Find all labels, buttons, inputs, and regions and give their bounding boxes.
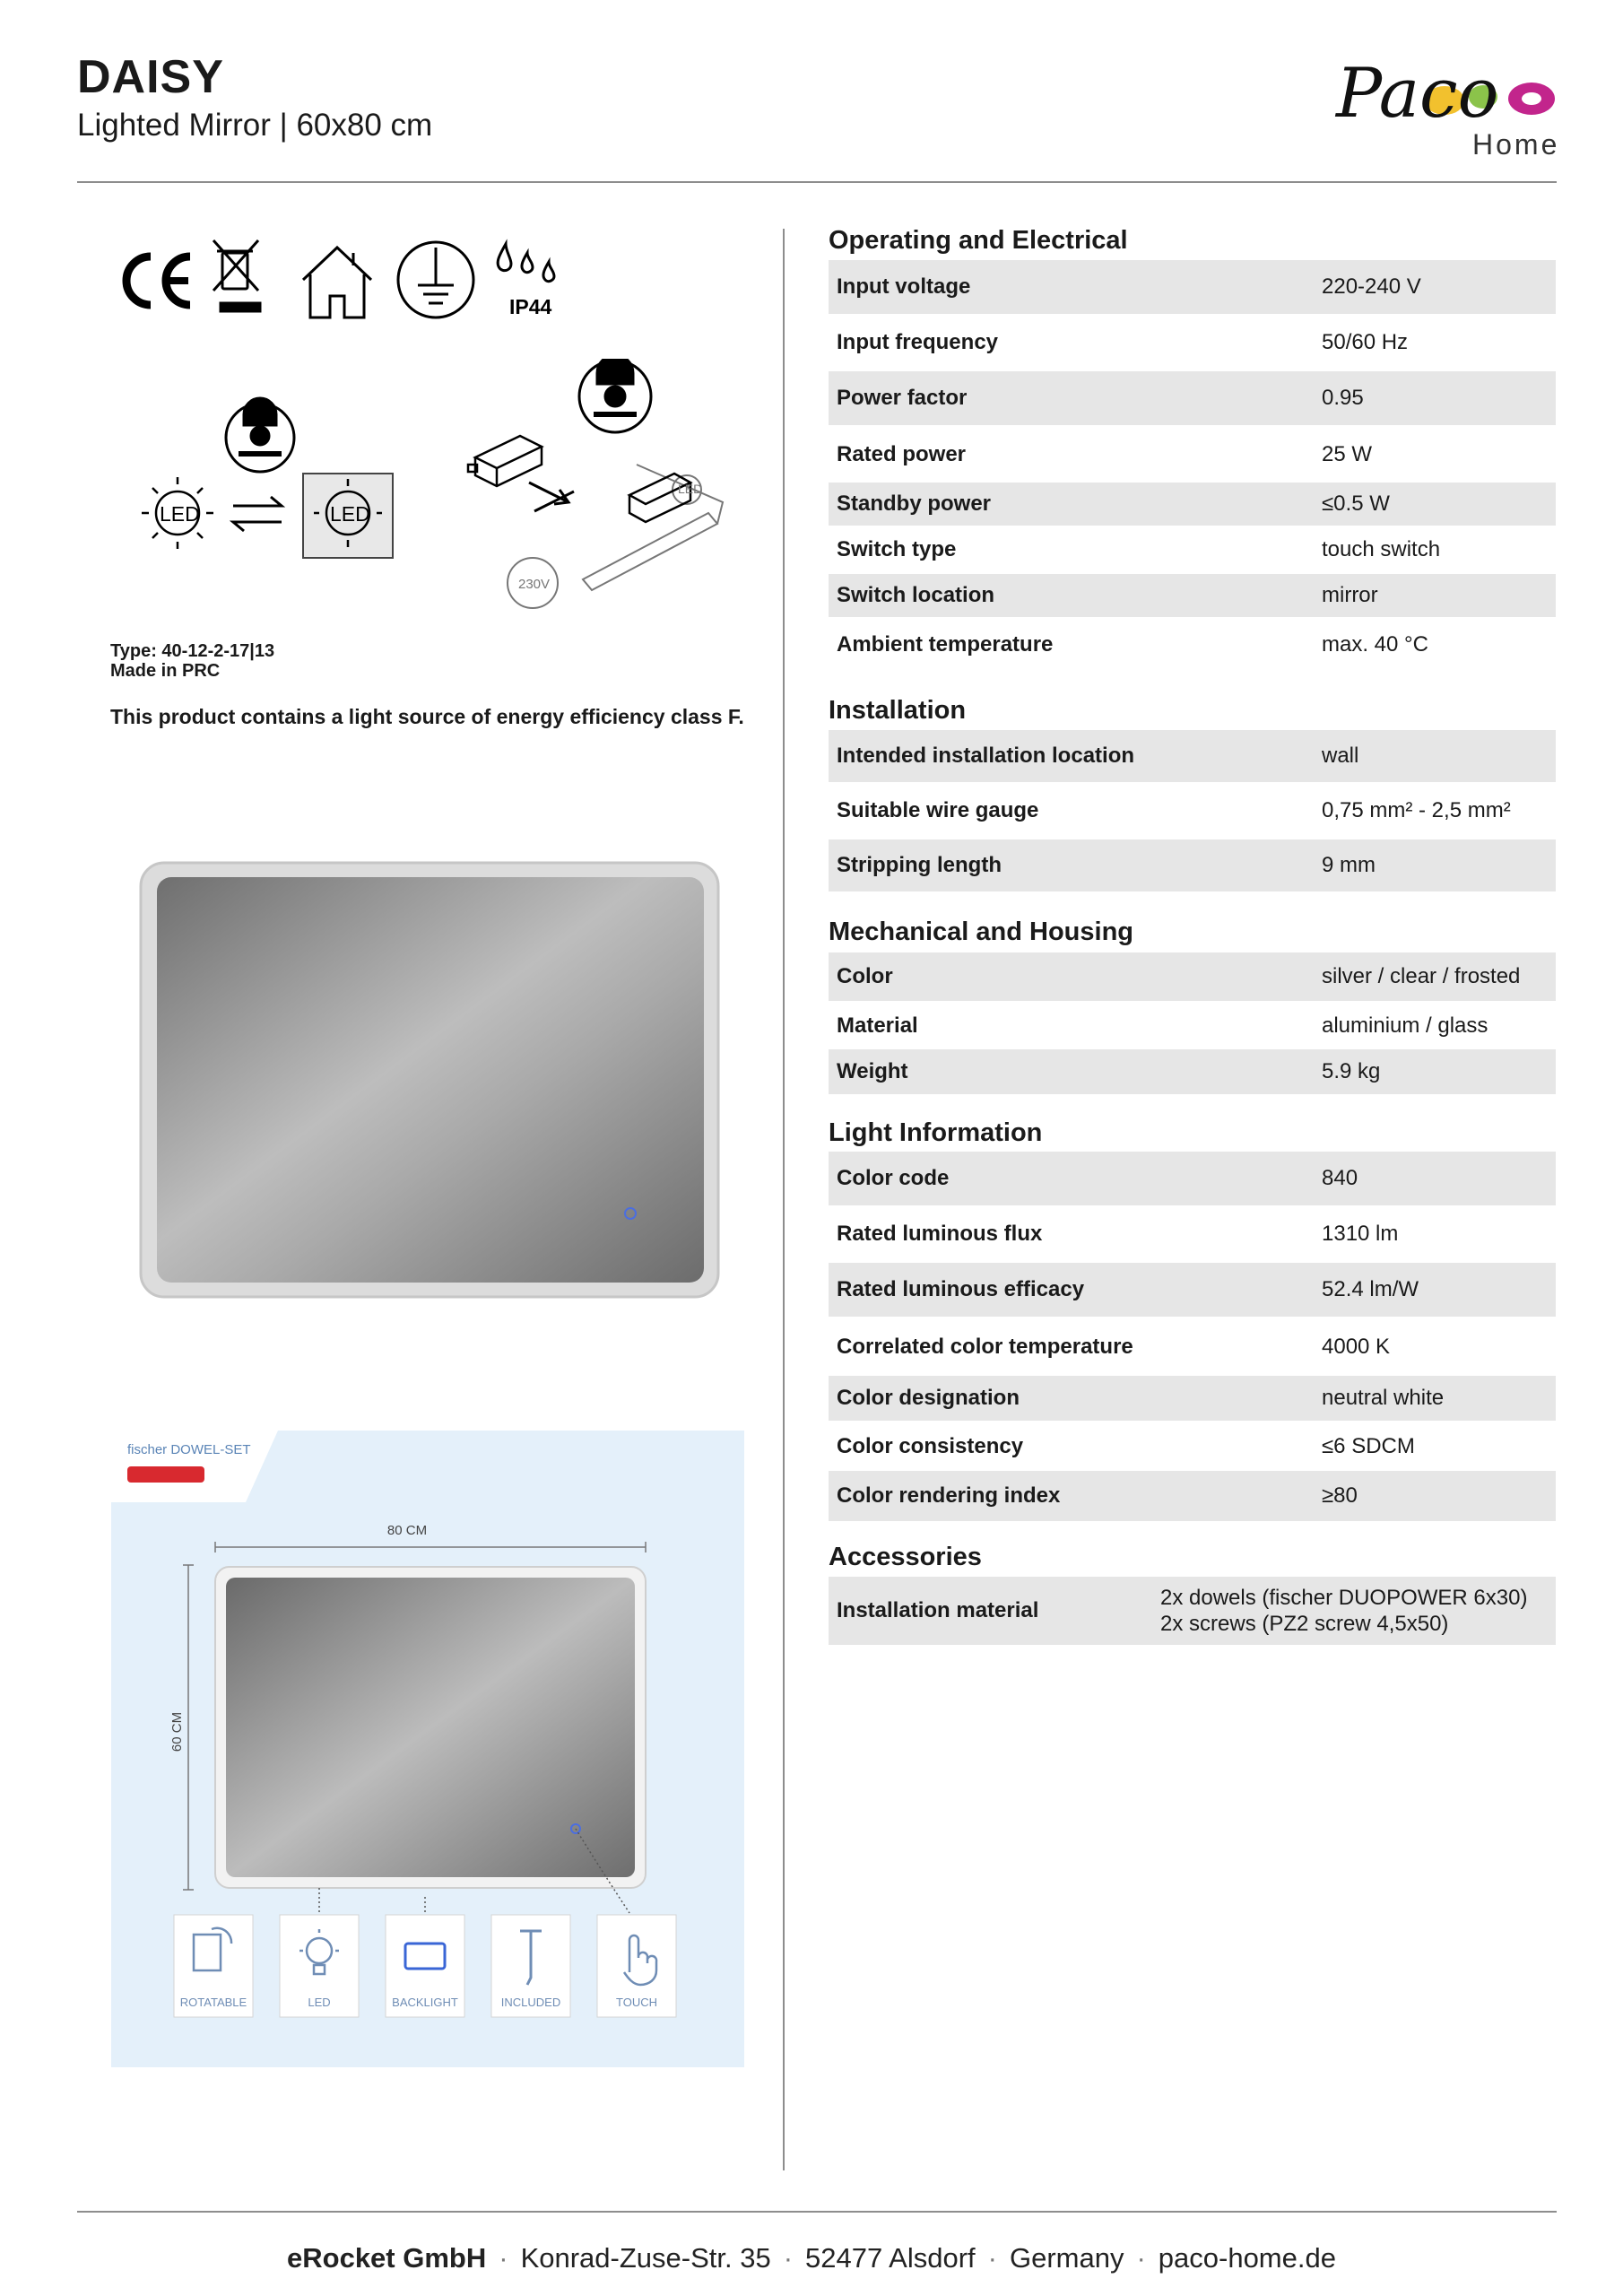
spec-label: Rated power xyxy=(837,442,967,466)
footer-company: eRocket GmbH xyxy=(287,2242,487,2274)
spec-label: Standby power xyxy=(837,491,992,516)
led-label: LED xyxy=(160,502,200,526)
spec-row xyxy=(829,483,1556,526)
spec-value: max. 40 °C xyxy=(1322,632,1428,657)
spec-value: mirror xyxy=(1322,583,1378,607)
swap-arrows-icon xyxy=(233,497,282,531)
feature-icon-included xyxy=(491,1915,570,2017)
spec-value xyxy=(1160,1585,1527,1637)
logo-subtext: Home xyxy=(1472,128,1560,161)
voltage-label: 230V xyxy=(518,577,551,592)
spec-row xyxy=(829,619,1556,671)
spec-row xyxy=(829,1152,1556,1205)
spec-label: Color rendering index xyxy=(837,1483,1061,1508)
footer-divider xyxy=(77,2211,1557,2213)
spec-label: Rated luminous efficacy xyxy=(837,1277,1085,1301)
protection-class-icon xyxy=(398,242,473,317)
section-title-operating: Operating and Electrical xyxy=(829,226,1128,255)
section-title-installation: Installation xyxy=(829,696,967,725)
spec-row xyxy=(829,260,1556,314)
brand-logo xyxy=(1327,45,1560,161)
spec-label: Color xyxy=(837,964,893,988)
spec-row xyxy=(829,839,1556,891)
spec-label: Correlated color temperature xyxy=(837,1335,1133,1359)
spec-label: Power factor xyxy=(837,386,968,410)
spec-label: Material xyxy=(837,1013,918,1038)
spec-value: 0.95 xyxy=(1322,386,1364,410)
spec-row xyxy=(829,1376,1556,1421)
led-replacement-diagram xyxy=(135,359,726,610)
driver-unit-icon xyxy=(468,436,542,486)
feature-icon-led xyxy=(280,1915,359,2017)
spec-value: 1310 lm xyxy=(1322,1222,1399,1246)
mirror-photo xyxy=(139,861,722,1300)
svg-text:LED: LED xyxy=(308,1996,331,2009)
spec-label: Input frequency xyxy=(837,330,999,354)
spec-value: silver / clear / frosted xyxy=(1322,964,1521,988)
spec-label: Stripping length xyxy=(837,853,1002,877)
spec-row xyxy=(829,429,1556,481)
energy-class-note: This product contains a light source of energy efficiency class F. xyxy=(110,705,744,728)
spec-value: 52.4 lm/W xyxy=(1322,1277,1419,1301)
footer-country: Germany xyxy=(1009,2242,1124,2274)
swap-arrows-icon-2 xyxy=(529,483,574,511)
spec-label: Suitable wire gauge xyxy=(837,798,1039,822)
spec-value: 220-240 V xyxy=(1322,274,1421,299)
spec-row xyxy=(829,1003,1556,1049)
spec-label: Ambient temperature xyxy=(837,632,1054,657)
footer-website[interactable]: paco-home.de xyxy=(1158,2242,1336,2274)
spec-label: Color designation xyxy=(837,1386,1020,1410)
spec-row xyxy=(829,574,1556,617)
logo-text: Paco xyxy=(1336,53,1499,133)
svg-text:TOUCH: TOUCH xyxy=(616,1996,657,2009)
spec-value: 25 W xyxy=(1322,442,1373,466)
spec-label: Switch type xyxy=(837,537,957,561)
spec-row xyxy=(829,1263,1556,1317)
section-title-mechanical: Mechanical and Housing xyxy=(829,918,1133,946)
led-small-label: LED xyxy=(678,482,703,496)
spec-label: Switch location xyxy=(837,583,995,607)
spec-value: 4000 K xyxy=(1322,1335,1391,1359)
spec-value: wall xyxy=(1322,744,1359,768)
spec-value: 0,75 mm² - 2,5 mm² xyxy=(1322,798,1511,822)
footer-street: Konrad-Zuse-Str. 35 xyxy=(520,2242,771,2274)
made-in: Made in PRC xyxy=(110,661,221,681)
header-divider xyxy=(77,181,1557,183)
ip-rating-label: IP44 xyxy=(509,295,552,318)
spec-row xyxy=(829,1049,1556,1094)
spec-row xyxy=(829,952,1556,1001)
spec-row xyxy=(829,784,1556,838)
spec-value: ≥80 xyxy=(1322,1483,1358,1508)
spec-row xyxy=(829,1207,1556,1261)
footer-city: 52477 Alsdorf xyxy=(805,2242,976,2274)
spec-row xyxy=(829,316,1556,370)
feature-icon-rotatable xyxy=(174,1915,253,2017)
spec-value-line-2: 2x screws (PZ2 screw 4,5x50) xyxy=(1160,1612,1449,1636)
technician-icon-2 xyxy=(579,359,651,432)
spec-row xyxy=(829,1577,1556,1645)
spec-label: Rated luminous flux xyxy=(837,1222,1043,1246)
spec-value: ≤0.5 W xyxy=(1322,491,1390,516)
spec-row xyxy=(829,1471,1556,1521)
spec-value-line-1: 2x dowels (fischer DUOPOWER 6x30) xyxy=(1160,1586,1528,1610)
spec-value: 50/60 Hz xyxy=(1322,330,1409,354)
svg-text:INCLUDED: INCLUDED xyxy=(500,1996,561,2009)
spec-value: 840 xyxy=(1322,1166,1358,1190)
spec-row xyxy=(829,1320,1556,1374)
svg-text:ROTATABLE: ROTATABLE xyxy=(179,1996,247,2009)
footer: eRocket GmbH · Konrad-Zuse-Str. 35 · 52477 Alsdorf · Germany · paco-home.de xyxy=(287,2242,1336,2274)
dowel-icon xyxy=(127,1466,204,1483)
spec-value: aluminium / glass xyxy=(1322,1013,1488,1038)
spec-label: Input voltage xyxy=(837,274,971,299)
spec-label: Color consistency xyxy=(837,1434,1024,1458)
spec-label: Installation material xyxy=(837,1598,1039,1622)
dimension-drawing xyxy=(111,1431,744,2067)
weee-bin-icon xyxy=(213,240,260,311)
spec-label: Weight xyxy=(837,1059,908,1083)
spec-value: 9 mm xyxy=(1322,853,1376,877)
product-title: DAISY xyxy=(77,51,224,103)
width-label: 80 CM xyxy=(386,1523,428,1538)
water-drops-icon xyxy=(498,244,554,282)
spec-row xyxy=(829,1422,1556,1471)
indoor-house-icon xyxy=(303,248,371,317)
dowel-set-label: fischer DOWEL-SET xyxy=(127,1442,251,1457)
spec-value: ≤6 SDCM xyxy=(1322,1434,1415,1458)
height-label: 60 CM xyxy=(169,1711,185,1752)
spec-row xyxy=(829,527,1556,572)
section-title-accessories: Accessories xyxy=(829,1543,982,1571)
spec-row xyxy=(829,371,1556,425)
column-divider xyxy=(783,229,785,2170)
spec-label: Intended installation location xyxy=(837,744,1135,768)
section-title-light: Light Information xyxy=(829,1118,1043,1147)
spec-value: neutral white xyxy=(1322,1386,1445,1410)
feature-icon-touch xyxy=(597,1915,676,2017)
spec-label: Color code xyxy=(837,1166,950,1190)
feature-icon-backlight xyxy=(386,1915,464,2017)
ce-mark-icon xyxy=(126,257,190,305)
spec-row xyxy=(829,730,1556,782)
technician-icon xyxy=(226,398,294,472)
spec-value: 5.9 kg xyxy=(1322,1059,1381,1083)
certification-icons xyxy=(106,235,572,334)
product-subtitle: Lighted Mirror | 60x80 cm xyxy=(77,108,433,143)
svg-text:BACKLIGHT: BACKLIGHT xyxy=(392,1996,458,2009)
spec-value: touch switch xyxy=(1322,537,1441,561)
type-number: Type: 40-12-2-17|13 xyxy=(110,641,275,661)
led-label-2: LED xyxy=(330,502,370,526)
